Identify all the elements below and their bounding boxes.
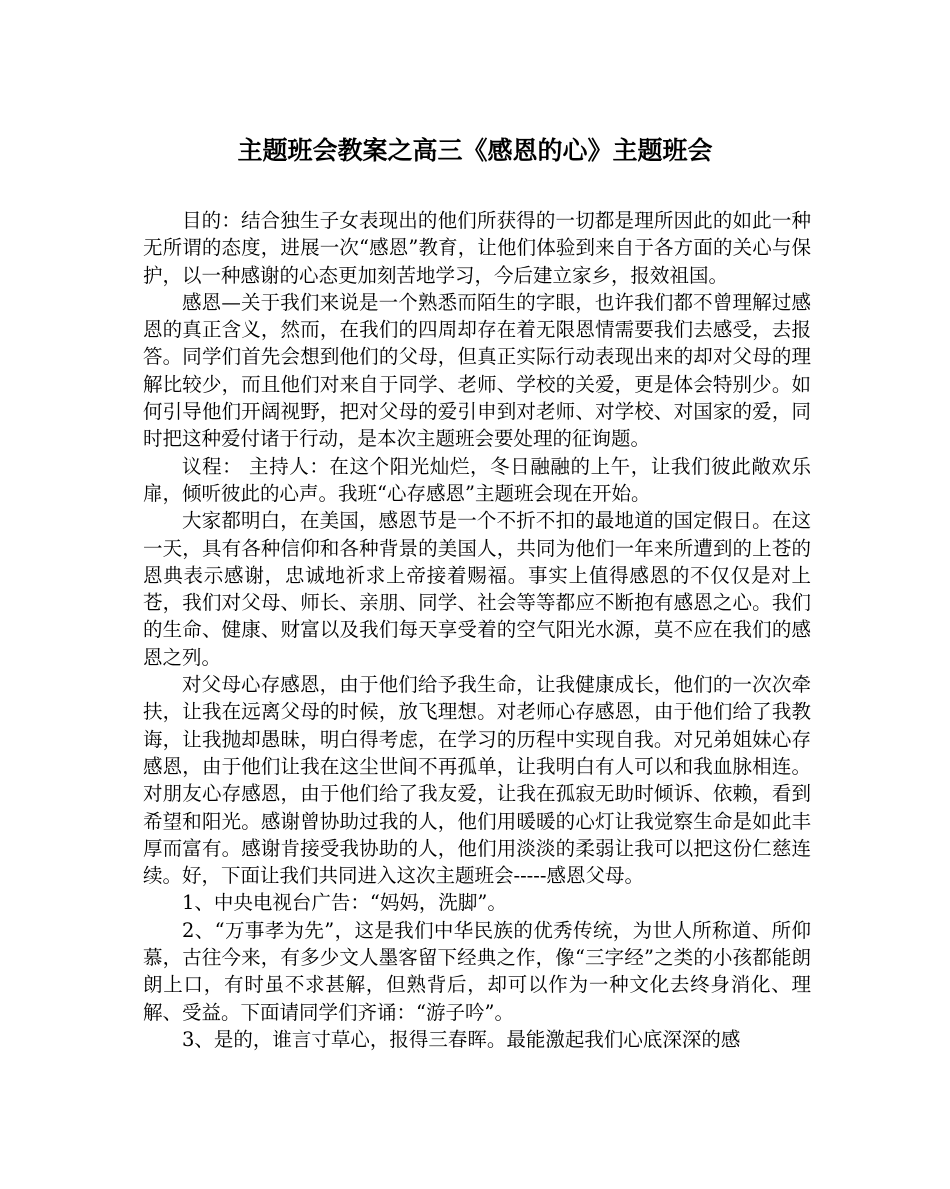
document-body bbox=[143, 207, 811, 1053]
paragraph-agenda-host: 议程： 主持人：在这个阳光灿烂，冬日融融的上午，让我们彼此敞欢乐扉，倾听彼此的心声。我班“心存感恩”主题班会现在开始。 bbox=[143, 454, 811, 505]
document-title: 主题班会教案之高三《感恩的心》主题班会 bbox=[237, 136, 713, 165]
paragraph-thanksgiving: 大家都明白，在美国，感恩节是一个不折不扣的最地道的国定假日。在这一天，具有各种信仰和各种背景的美国人，共同为他们一年来所遭到的上苍的恩典表示感谢，忠诚地祈求上帝接着赐福。事实上值得感恩的不仅仅是对上苍，我们对父母、师长、亲朋、同学、社会等等都应不断抱有感恩之心。我们的生命、健康、财富以及我们每天享受着的空气阳光水源，莫不应在我们的感恩之列。 bbox=[143, 509, 811, 669]
paragraph-gratitude-intro: 感恩—关于我们来说是一个熟悉而陌生的字眼，也许我们都不曾理解过感恩的真正含义，然而，在我们的四周却存在着无限恩情需要我们去感受，去报答。同学们首先会想到他们的父母，但真正实际行动表现出来的却对父母的理解比较少，而且他们对来自于同学、老师、学校的关爱，更是体会特别少。如何引导他们开阔视野，把对父母的爱引申到对老师、对学校、对国家的爱，同时把这种爱付诸于行动，是本次主题班会要处理的征询题。 bbox=[143, 290, 811, 451]
paragraph-gratitude-parents: 对父母心存感恩，由于他们给予我生命，让我健康成长，他们的一次次牵扶，让我在远离父母的时候，放飞理想。对老师心存感恩，由于他们给了我教诲，让我抛却愚昧，明白得考虑，在学习的历程中实现自我。对兄弟姐妹心存感恩，由于他们让我在这尘世间不再孤单，让我明白有人可以和我血脉相连。对朋友心存感恩，由于他们给了我友爱，让我在孤寂无助时倾诉、依赖，看到希望和阳光。感谢曾协助过我的人，他们用暖暖的心灯让我觉察生命是如此丰厚而富有。感谢肯接受我协助的人，他们用淡淡的柔弱让我可以把这份仁慈连续。好，下面让我们共同进入这次主题班会-----感恩父母。 bbox=[143, 673, 811, 888]
paragraph-item-1: 1、中央电视台广告：“妈妈，洗脚”。 bbox=[182, 891, 507, 915]
paragraph-item-3: 3、是的，谁言寸草心，报得三春晖。最能激起我们心底深深的感 bbox=[182, 1027, 741, 1051]
paragraph-purpose: 目的：结合独生子女表现出的他们所获得的一切都是理所因此的如此一种无所谓的态度，进展一次“感恩”教育，让他们体验到来自于各方面的关心与保护，以一种感谢的心态更加刻苦地学习，今后建立家乡，报效祖国。 bbox=[143, 209, 811, 287]
paragraph-item-2: 2、“万事孝为先”，这是我们中华民族的优秀传统，为世人所称道、所仰慕，古往今来，有多少文人墨客留下经典之作，像“三字经”之类的小孩都能朗朗上口，有时虽不求甚解，但熟背后，却可以作为一种文化去终身消化、理解、受益。下面请同学们齐诵：“游子吟”。 bbox=[143, 918, 811, 1024]
